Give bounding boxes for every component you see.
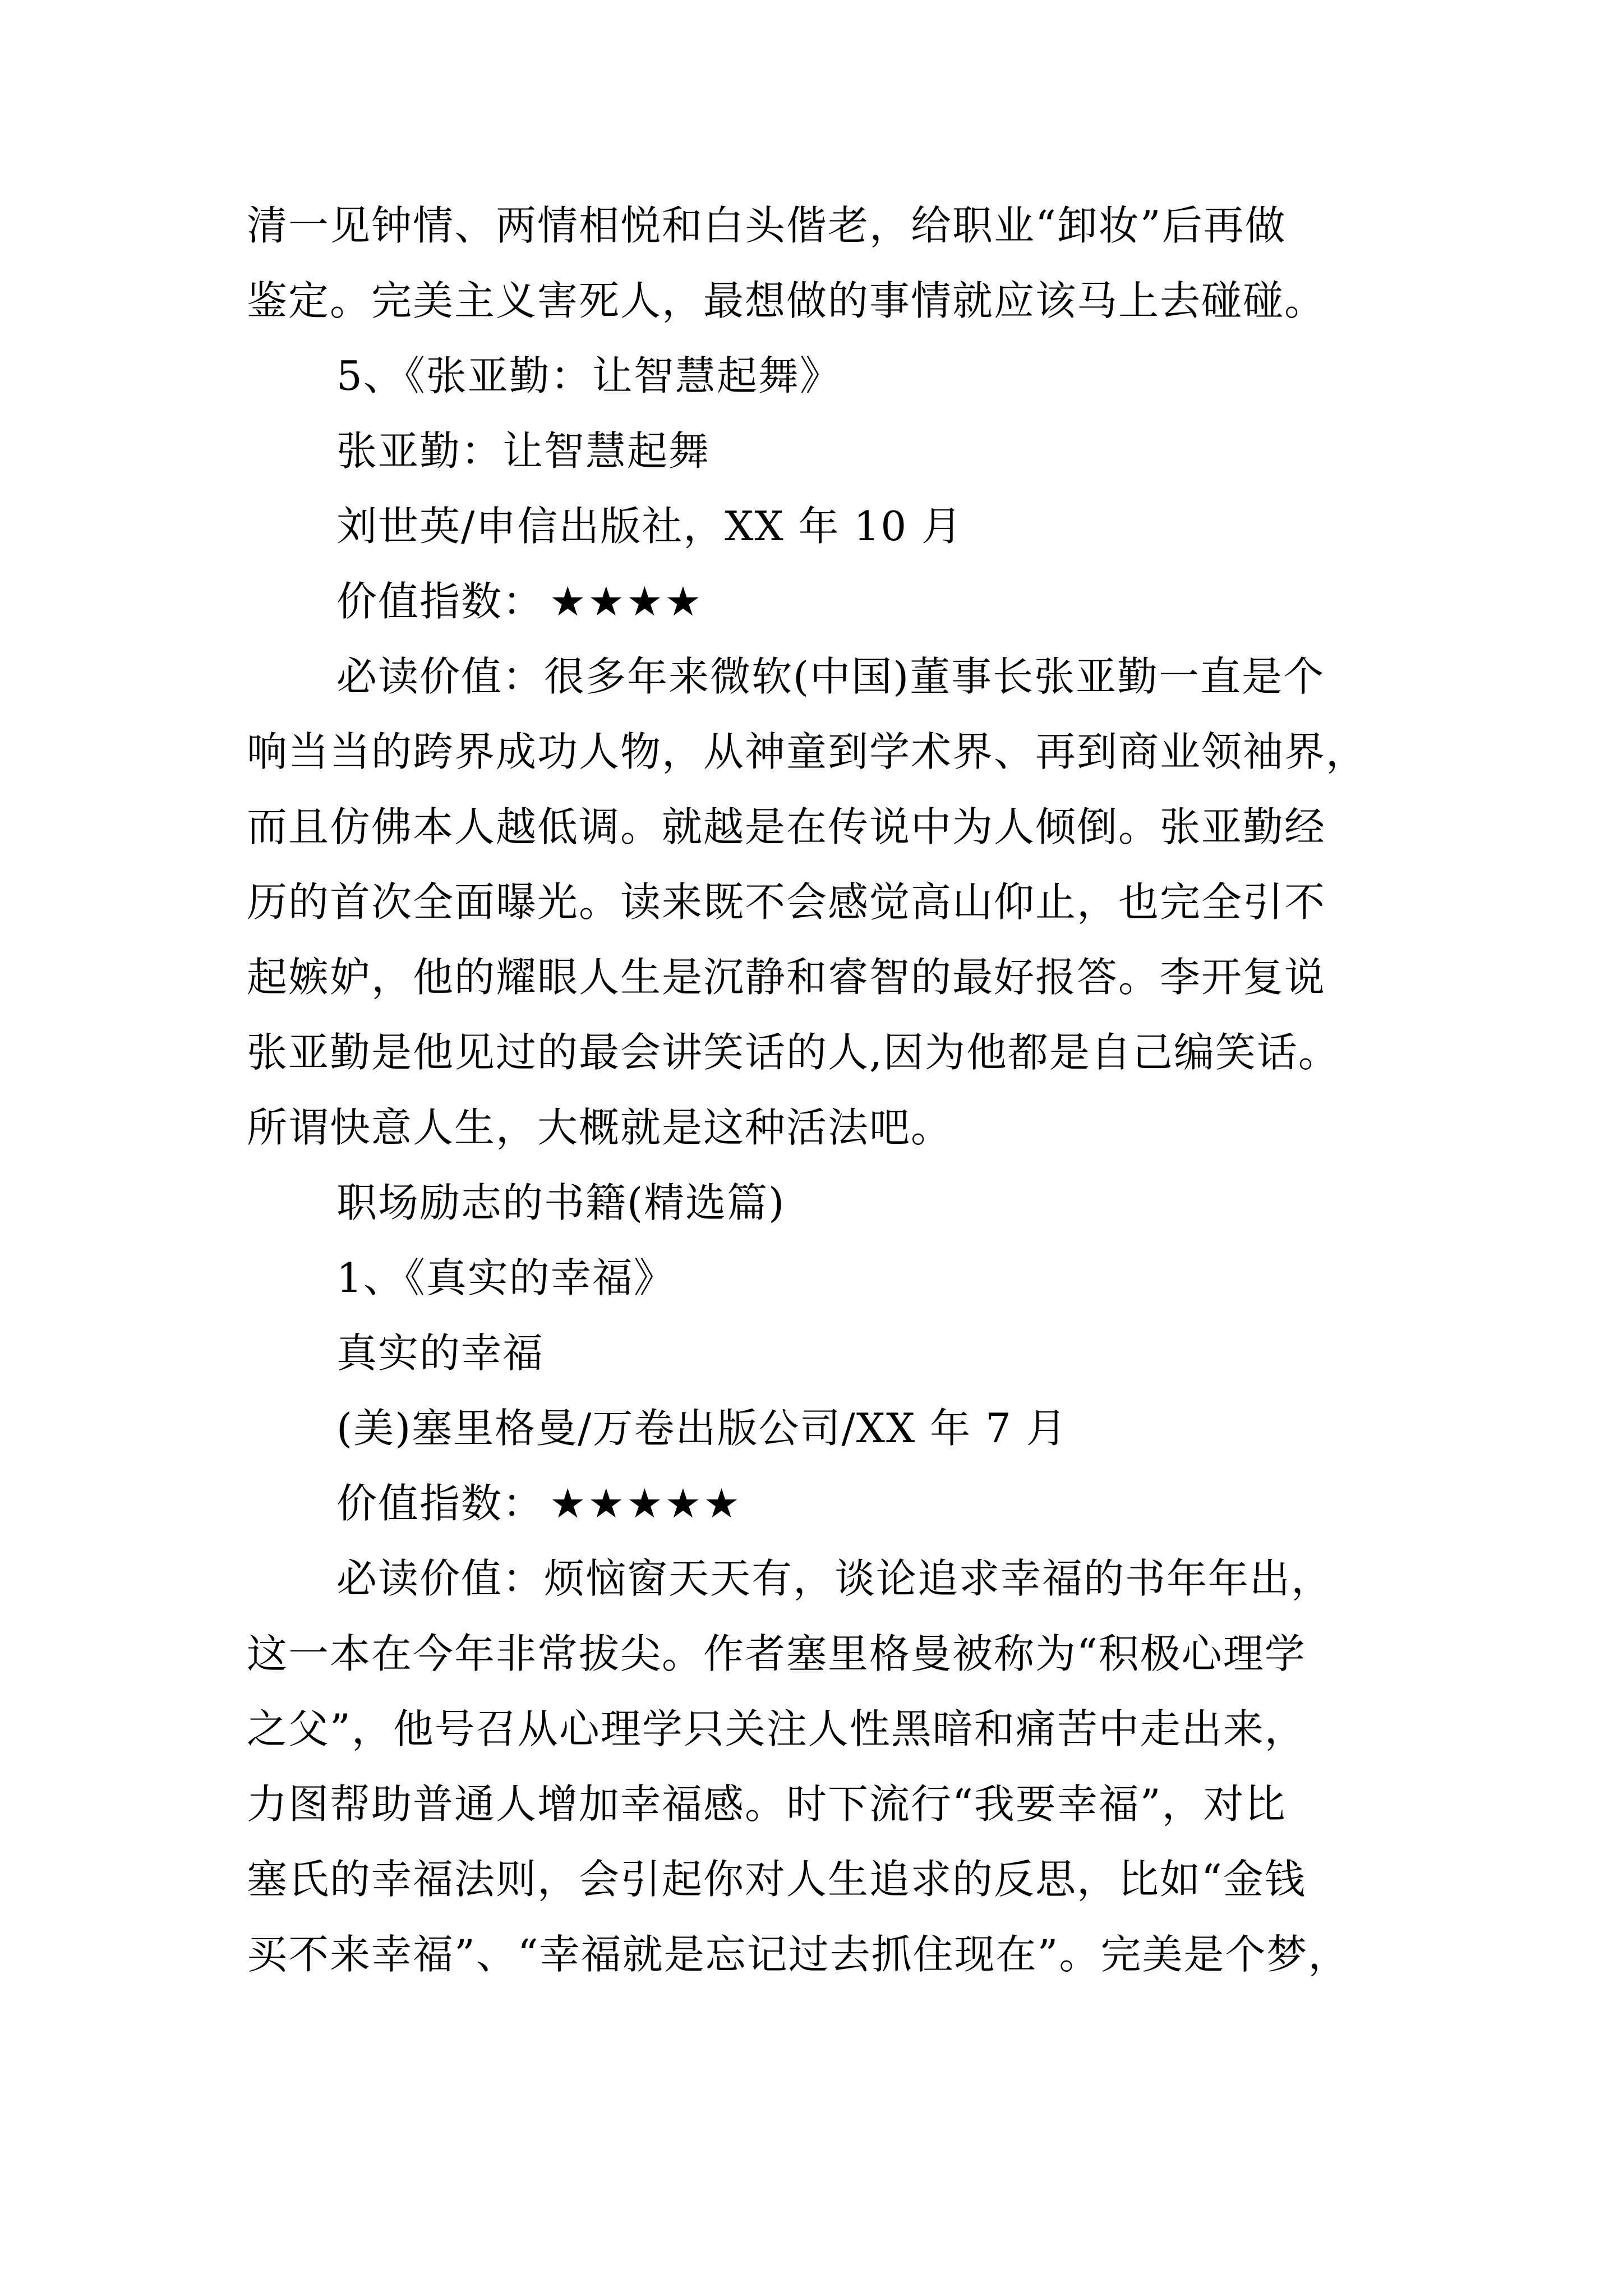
section-heading: 职场励志的书籍(精选篇)	[336, 1179, 786, 1226]
paragraph-line: 起嫉妒，他的耀眼人生是沉静和睿智的最好报答。李开复说	[247, 954, 1326, 1001]
book-title: 张亚勤：让智慧起舞	[336, 427, 711, 475]
star-rating: ★★★★	[550, 578, 704, 625]
paragraph-line: 所谓快意人生，大概就是这种活法吧。	[247, 1104, 953, 1151]
paragraph-line: 而且仿佛本人越低调。就越是在传说中为人倾倒。张亚勤经	[247, 803, 1326, 850]
paragraph-line: 历的首次全面曝光。读来既不会感觉高山仰止，也完全引不	[247, 878, 1326, 926]
book-heading: 1、《真实的幸福》	[336, 1254, 675, 1301]
paragraph-line: 这一本在今年非常拔尖。作者塞里格曼被称为“积极心理学	[247, 1630, 1306, 1677]
paragraph-line: 张亚勤是他见过的最会讲笑话的人,因为他都是自己编笑话。	[247, 1029, 1340, 1076]
paragraph-line: 鉴定。完美主义害死人，最想做的事情就应该马上去碰碰。	[247, 277, 1326, 324]
value-index-label: 价值指数：	[336, 1480, 545, 1527]
paragraph-line: 买不来幸福”、“幸福就是忘记过去抓住现在”。完美是个梦，	[247, 1931, 1350, 1978]
paragraph-line: 必读价值：很多年来微软(中国)董事长张亚勤一直是个	[336, 653, 1325, 700]
book-publisher: 刘世英/申信出版社，XX 年 10 月	[336, 503, 963, 550]
book-heading: 5、《张亚勤：让智慧起舞》	[336, 352, 841, 399]
star-rating: ★★★★★	[550, 1480, 742, 1527]
paragraph-line: 塞氏的幸福法则，会引起你对人生追求的反思，比如“金钱	[247, 1856, 1306, 1903]
paragraph-line: 力图帮助普通人增加幸福感。时下流行“我要幸福”，对比	[247, 1780, 1287, 1828]
book-publisher: (美)塞里格曼/万卷出版公司/XX 年 7 月	[336, 1405, 1068, 1452]
paragraph-line: 响当当的跨界成功人物，从神童到学术界、再到商业领袖界，	[247, 728, 1368, 775]
paragraph-line: 之父”，他号召从心理学只关注人性黑暗和痛苦中走出来，	[247, 1705, 1306, 1752]
value-index-label: 价值指数：	[336, 578, 545, 625]
paragraph-line: 清一见钟情、两情相悦和白头偕老，给职业“卸妆”后再做	[247, 202, 1287, 249]
book-title: 真实的幸福	[336, 1329, 545, 1377]
paragraph-line: 必读价值：烦恼窗天天有，谈论追求幸福的书年年出，	[336, 1555, 1333, 1602]
